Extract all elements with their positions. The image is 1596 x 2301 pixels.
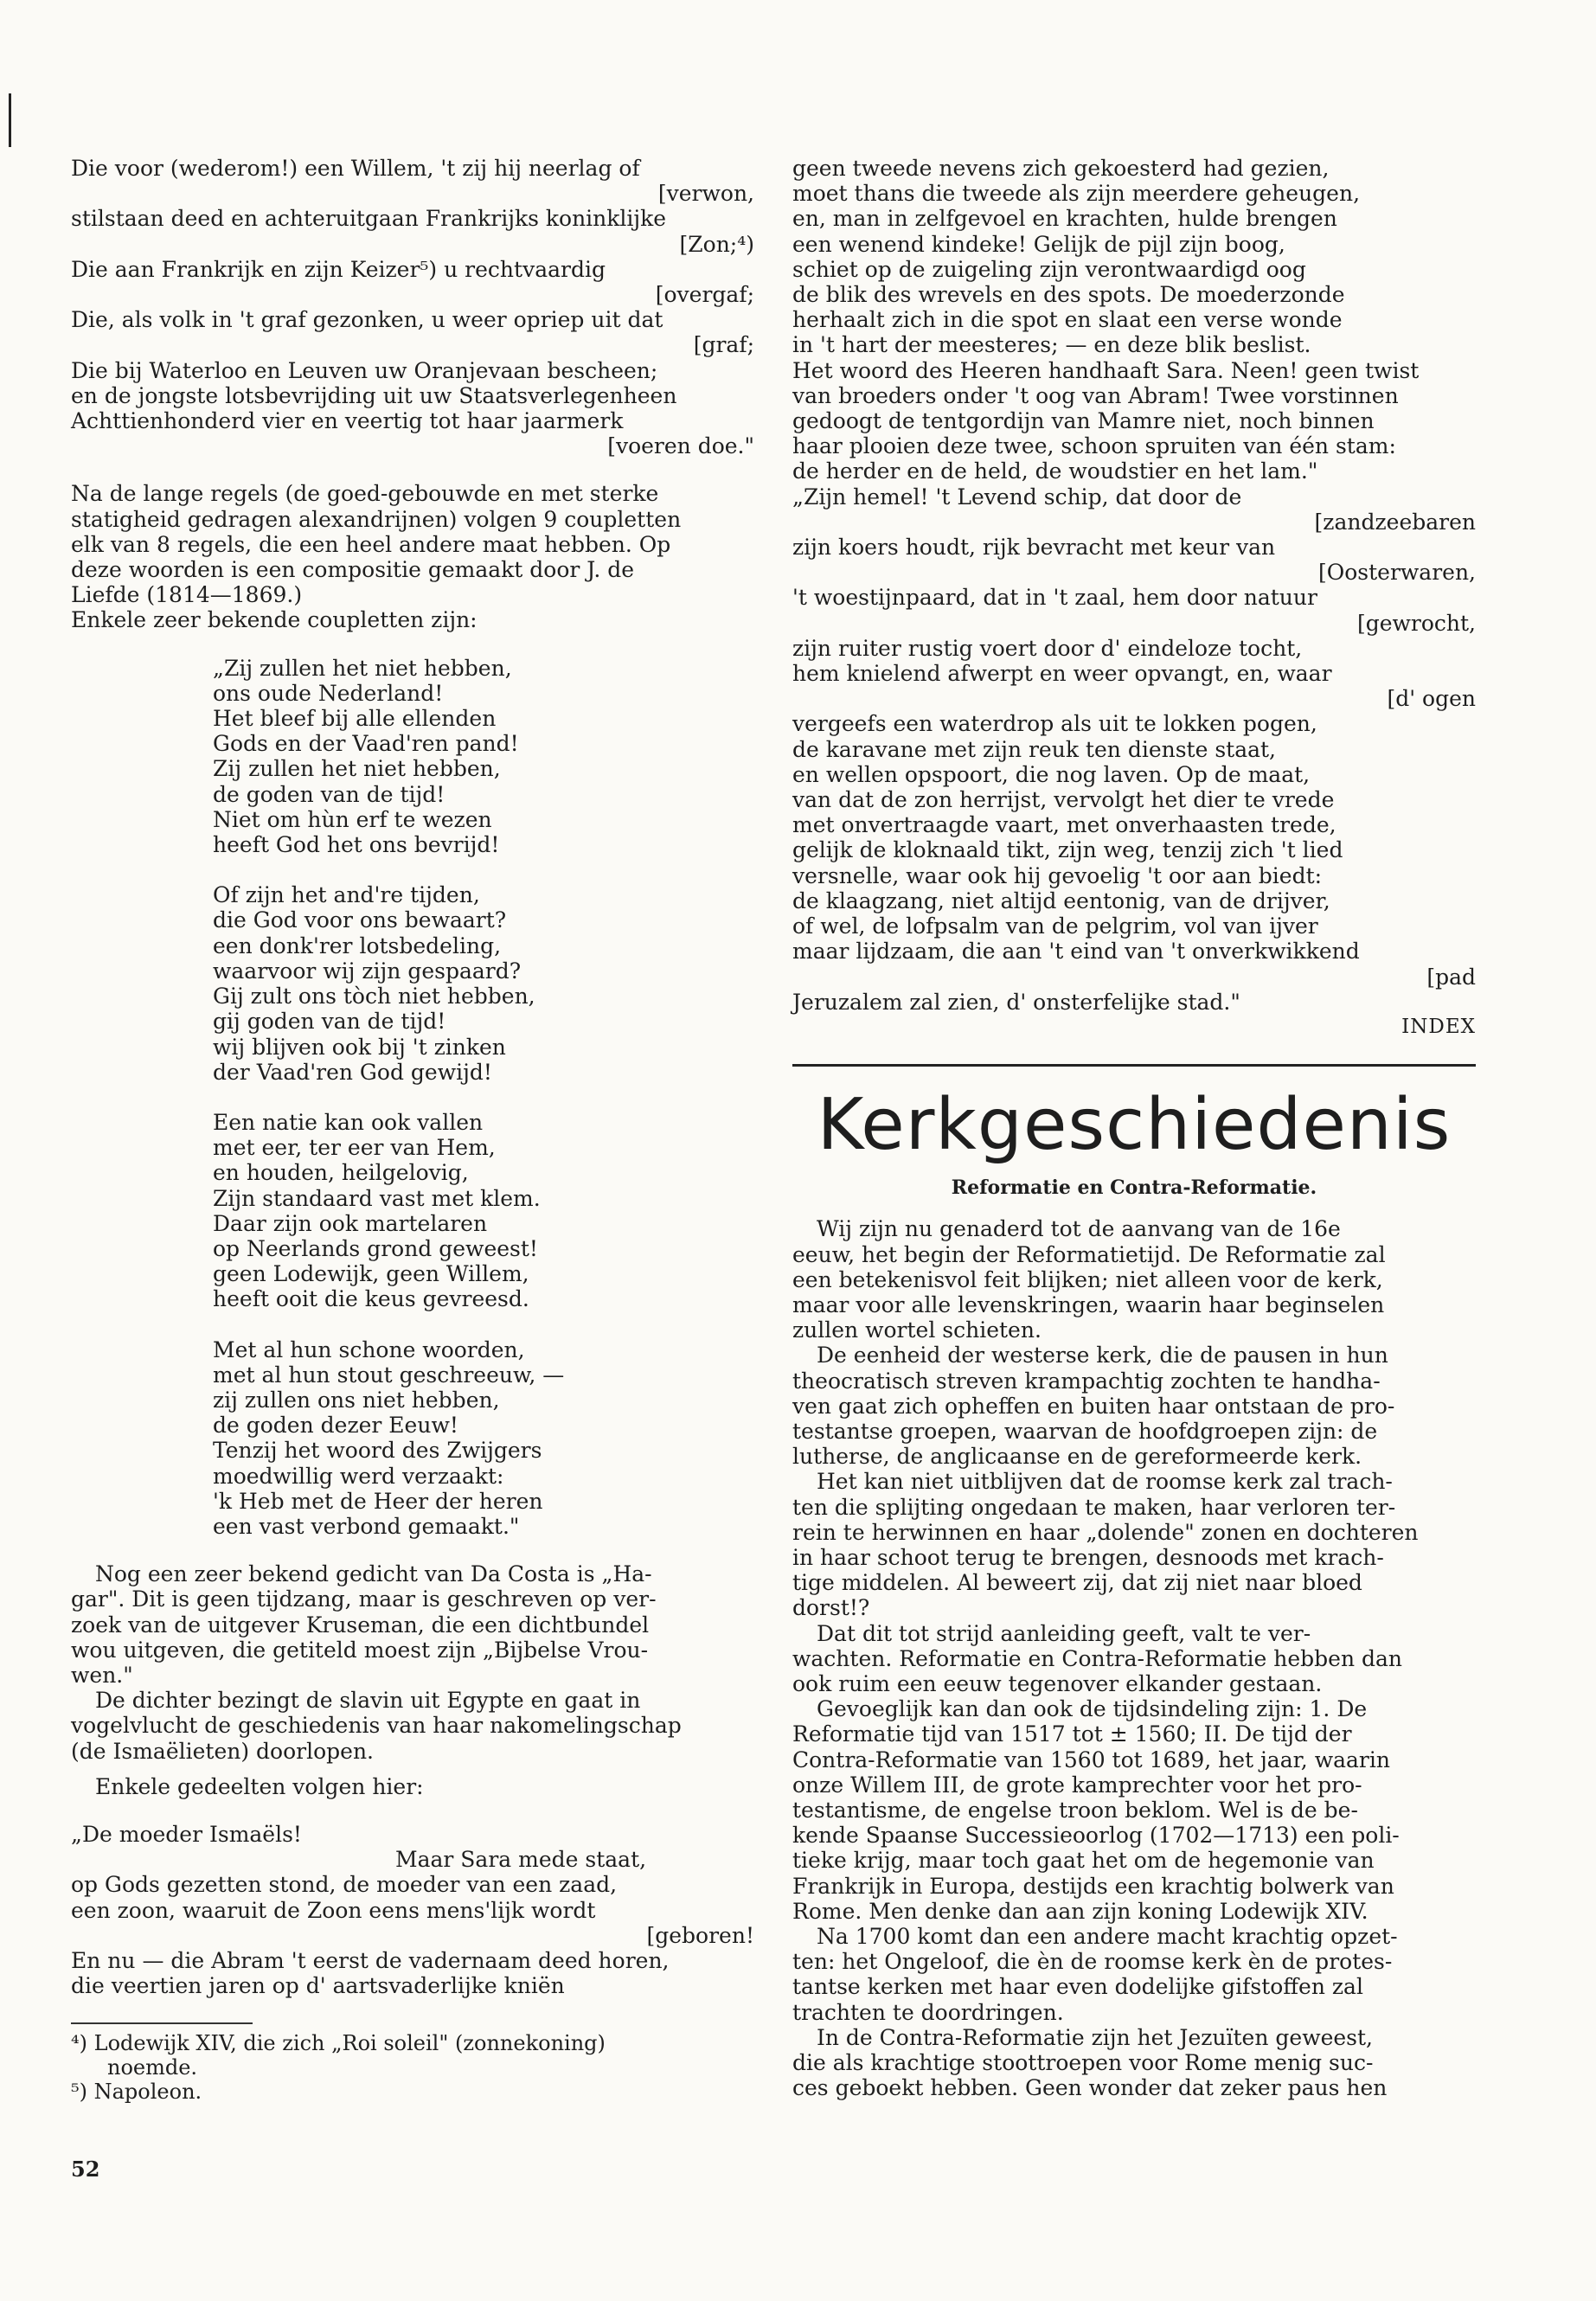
stanza-line: geen Lodewijk, geen Willem,	[213, 1261, 529, 1287]
poem-line-continuation: [voeren doe."	[607, 433, 754, 459]
stanza-line: Gij zult ons tòch niet hebben,	[213, 984, 535, 1009]
text-line: eeuw, het begin der Reformatietijd. De Reformatie zal	[792, 1241, 1386, 1267]
stanza-line: op Neerlands grond geweest!	[213, 1235, 538, 1261]
stanza	[213, 882, 754, 1085]
poem-line: Die, als volk in 't graf gezonken, u weer opriep uit dat	[71, 307, 663, 333]
footnotes	[71, 2031, 754, 2104]
paragraph	[71, 1561, 754, 1688]
text-line: Enkele zeer bekende coupletten zijn:	[71, 607, 478, 633]
stanza-line: met eer, ter eer van Hem,	[213, 1135, 496, 1161]
text-line: theocratisch streven krampachtig zochten te handha-	[792, 1368, 1381, 1394]
stanza-line: een donk'rer lotsbedeling,	[213, 933, 502, 958]
poem-line: de karavane met zijn reuk ten dienste staat,	[792, 736, 1277, 762]
poem-line: de herder en de held, de woudstier en het lam."	[792, 458, 1318, 484]
stanza-line: wij blijven ook bij 't zinken	[213, 1034, 506, 1060]
text-line: Na de lange regels (de goed-gebouwde en met sterke	[71, 481, 659, 507]
text-line: trachten te doordringen.	[792, 1999, 1064, 2025]
poem-line-continuation: [Zon;⁴)	[679, 231, 754, 257]
poem-line: geen tweede nevens zich gekoesterd had gezien,	[792, 156, 1330, 181]
stanza-line: een vast verbond gemaakt."	[213, 1513, 520, 1539]
poem-line: zijn ruiter rustig voert door d' eindeloze tocht,	[792, 635, 1303, 661]
text-line: zullen wortel schieten.	[792, 1317, 1042, 1343]
article-body	[792, 1216, 1476, 2100]
right-column	[792, 156, 1476, 2100]
text-line: die als krachtige stoottroepen voor Rome menig suc-	[792, 2050, 1374, 2076]
text-line: Gevoeglijk kan dan ook de tijdsindeling zijn: 1. De	[817, 1696, 1368, 1722]
text-line: tieke krijg, maar toch gaat het om de hegemonie van	[792, 1848, 1375, 1874]
quote-line: een zoon, waaruit de Zoon eens mens'lijk wordt	[71, 1897, 596, 1923]
text-line: in haar schoot terug te brengen, desnoods met krach-	[792, 1544, 1384, 1570]
scan-edge-mark	[9, 93, 11, 147]
text-line: ten: het Ongeloof, die èn de roomse kerk èn de protes-	[792, 1949, 1393, 1975]
stanza-line: Of zijn het and're tijden,	[213, 882, 480, 908]
text-line: onze Willem III, de grote kamprechter voor het pro-	[792, 1772, 1362, 1798]
poem-line: met onvertraagde vaart, met onverhaasten trede,	[792, 812, 1336, 838]
poem-line: zijn koers houdt, rijk bevracht met keur van	[792, 535, 1276, 561]
quote-line: Maar Sara mede staat,	[395, 1847, 647, 1873]
stanza-line: Met al hun schone woorden,	[213, 1336, 525, 1362]
poem-line-continuation: [gewrocht,	[1356, 610, 1476, 636]
text-line: statigheid gedragen alexandrijnen) volgen 9 coupletten	[71, 506, 682, 532]
stanza-line: Het bleef bij alle ellenden	[213, 706, 497, 732]
paragraph	[71, 481, 754, 632]
poem-line: 't woestijnpaard, dat in 't zaal, hem door natuur	[792, 585, 1317, 611]
paragraph	[792, 1924, 1476, 2025]
text-line: lutherse, de anglicaanse en de gereformeerde kerk.	[792, 1444, 1362, 1470]
poem-line: gedoogt de tentgordijn van Mamre niet, noch binnen	[792, 408, 1375, 434]
paragraph	[792, 1216, 1476, 1343]
poem-line: vergeefs een waterdrop als uit te lokken pogen,	[792, 711, 1317, 737]
poem-line: Die aan Frankrijk en zijn Keizer⁵) u rechtvaardig	[71, 256, 606, 282]
poem-line: de blik des wrevels en des spots. De moederzonde	[792, 282, 1345, 308]
quote-line: op Gods gezetten stond, de moeder van een zaad,	[71, 1872, 618, 1898]
poem-line: moet thans die tweede als zijn meerdere geheugen,	[792, 181, 1361, 207]
text-line: Nog een zeer bekend gedicht van Da Costa is „Ha-	[95, 1561, 652, 1587]
footnote-marker: ⁴)	[71, 2031, 87, 2056]
poem-line: Die bij Waterloo en Leuven uw Oranjevaan bescheen;	[71, 357, 658, 383]
footnote	[71, 2031, 754, 2055]
stanza-line: Zijn standaard vast met klem.	[213, 1185, 541, 1211]
poem-continuation	[792, 156, 1476, 484]
stanza	[213, 1110, 754, 1312]
stanza-line: Niet om hùn erf te wezen	[213, 806, 492, 832]
poem-line: en wellen opspoort, die nog laven. Op de maat,	[792, 761, 1311, 787]
poem-line-continuation: [Oosterwaren,	[1317, 560, 1476, 586]
paragraph	[71, 1688, 754, 1764]
poem-line: en, man in zelfgevoel en krachten, hulde brengen	[792, 206, 1337, 232]
section-subtitle: Reformatie en Contra-Reformatie.	[951, 1176, 1317, 1200]
text-line: wachten. Reformatie en Contra-Reformatie hebben dan	[792, 1645, 1403, 1671]
stanza	[213, 656, 754, 858]
stanza-line: zij zullen ons niet hebben,	[213, 1387, 500, 1413]
poem-part-two	[792, 484, 1476, 712]
poem-line: haar plooien deze twee, schoon spruiten van één stam:	[792, 433, 1396, 459]
stanza	[213, 1337, 754, 1540]
text-line: Reformatie tijd van 1517 tot ± 1560; II. De tijd der	[792, 1721, 1352, 1747]
text-line: deze woorden is een compositie gemaakt door J. de	[71, 557, 635, 583]
poem-part-three	[792, 711, 1476, 1014]
paragraph	[792, 1621, 1476, 1697]
stanza-line: gij goden van de tijd!	[213, 1009, 446, 1035]
poem-line: maar lijdzaam, die aan 't eind van 't onverkwikkend	[792, 939, 1360, 965]
paragraph	[792, 1696, 1476, 1924]
text-line: De eenheid der westerse kerk, die de pausen in hun	[817, 1343, 1388, 1368]
page-number: 52	[71, 2157, 100, 2182]
section-title: Kerkgeschiedenis	[817, 1084, 1452, 1167]
footnote-text: Lodewijk XIV, die zich „Roi soleil" (zonnekoning)	[93, 2031, 606, 2056]
poem-line-continuation: [pad	[1426, 964, 1476, 990]
text-line: wou uitgeven, die getiteld moest zijn „Bijbelse Vrou-	[71, 1637, 649, 1663]
stanza-line: der Vaad'ren God gewijd!	[213, 1059, 492, 1085]
stanza-line: „Zij zullen het niet hebben,	[213, 655, 512, 681]
left-column	[71, 156, 754, 2104]
text-line: Rome. Men denke dan aan zijn koning Lodewijk XIV.	[792, 1898, 1368, 1924]
poem-line: stilstaan deed en achteruitgaan Frankrijks koninklijke	[71, 206, 667, 232]
stanza-line: Tenzij het woord des Zwijgers	[213, 1438, 542, 1464]
text-line: wen."	[71, 1662, 133, 1688]
text-line: dorst!?	[792, 1595, 870, 1621]
stanza-line: 'k Heb met de Heer der heren	[213, 1488, 543, 1514]
text-line: (de Ismaëlieten) doorlopen.	[71, 1738, 374, 1764]
text-line: tige middelen. Al beweert zij, dat zij niet naar bloed	[792, 1570, 1362, 1596]
text-line: ten die splijting ongedaan te maken, haar verloren ter-	[792, 1494, 1396, 1520]
poem-line: de klaagzang, niet altijd eentonig, van de drijver,	[792, 888, 1330, 913]
poem-line: van dat de zon herrijst, vervolgt het dier te vrede	[792, 787, 1335, 813]
author-signature: INDEX	[1401, 1015, 1476, 1038]
poem-line: versnelle, waar ook hij gevoelig 't oor aan biedt:	[792, 862, 1323, 888]
paragraph	[792, 1343, 1476, 1469]
quote-line: En nu — die Abram 't eerst de vadernaam deed horen,	[71, 1948, 670, 1973]
text-line: kende Spaanse Successieoorlog (1702—1713) een poli-	[792, 1823, 1400, 1849]
poem-line-continuation: [d' ogen	[1387, 686, 1476, 712]
poem-line: „Zijn hemel! 't Levend schip, dat door de	[792, 484, 1242, 510]
paragraph: Enkele gedeelten volgen hier:	[95, 1773, 424, 1799]
poem-line: gelijk de kloknaald tikt, zijn weg, tenzij zich 't lied	[792, 837, 1343, 863]
text-line: Wij zijn nu genaderd tot de aanvang van de 16e	[817, 1216, 1341, 1242]
stanza-line: de goden dezer Eeuw!	[213, 1413, 458, 1439]
stanza-line: Een natie kan ook vallen	[213, 1109, 484, 1135]
text-line: Dat dit tot strijd aanleiding geeft, valt te ver-	[817, 1620, 1311, 1646]
text-line: Na 1700 komt dan een andere macht krachtig opzet-	[817, 1924, 1398, 1949]
stanza-line: en houden, heilgelovig,	[213, 1160, 469, 1186]
poem-line-continuation: [graf;	[693, 332, 754, 358]
poem-line-continuation: [verwon,	[657, 181, 754, 207]
poem-line: schiet op de zuigeling zijn verontwaardigd oog	[792, 256, 1306, 282]
poem-line: herhaalt zich in die spot en slaat een verse wonde	[792, 307, 1343, 333]
text-line: Liefde (1814—1869.)	[71, 582, 303, 608]
poem-line: of wel, de lofpsalm van de pelgrim, vol van ijver	[792, 913, 1318, 939]
stanza-line: Zij zullen het niet hebben,	[213, 756, 501, 782]
poem-line: een wenend kindeke! Gelijk de pijl zijn boog,	[792, 231, 1285, 257]
text-line: een betekenisvol feit blijken; niet alleen voor de kerk,	[792, 1266, 1383, 1292]
paragraph	[792, 1469, 1476, 1620]
poem-intro	[71, 156, 754, 458]
text-line: ook ruim een eeuw tegenover elkander gestaan.	[792, 1670, 1323, 1696]
poem-line: hem knielend afwerpt en weer opvangt, en, waar	[792, 661, 1332, 687]
quote-line-continuation: [geboren!	[646, 1922, 754, 1948]
poem-line-continuation: [zandzeebaren	[1314, 509, 1476, 535]
text-line: zoek van de uitgever Kruseman, die een dichtbundel	[71, 1612, 650, 1638]
footnote-text: Napoleon.	[93, 2080, 202, 2105]
footnote-continuation: noemde.	[107, 2055, 198, 2080]
poem-line: en de jongste lotsbevrijding uit uw Staatsverlegenheen	[71, 382, 677, 408]
stanza-line: waarvoor wij zijn gespaard?	[213, 958, 522, 984]
quote-line: „De moeder Ismaëls!	[71, 1821, 302, 1847]
poem-line: Achttienhonderd vier en veertig tot haar jaarmerk	[71, 408, 624, 434]
stanza-line: Gods en der Vaad'ren pand!	[213, 731, 519, 757]
poem-line-continuation: [overgaf;	[655, 282, 754, 308]
text-line: tantse kerken met haar even dodelijke gifstoffen zal	[792, 1974, 1363, 2000]
text-line: ces geboekt hebben. Geen wonder dat zeker paus hen	[792, 2075, 1388, 2101]
text-line: In de Contra-Reformatie zijn het Jezuïten geweest,	[817, 2024, 1374, 2050]
text-line: De dichter bezingt de slavin uit Egypte en gaat in	[95, 1688, 641, 1714]
quote-line: die veertien jaren op d' aartsvaderlijke kniën	[71, 1973, 565, 1999]
stanza-line: Daar zijn ook martelaren	[213, 1210, 488, 1236]
text-line: gar". Dit is geen tijdzang, maar is geschreven op ver-	[71, 1586, 657, 1612]
footnote	[71, 2080, 754, 2104]
text-line: rein te herwinnen en haar „dolende" zonen en dochteren	[792, 1519, 1419, 1545]
stanza-line: heeft God het ons bevrijd!	[213, 832, 500, 858]
hagar-quote	[71, 1822, 754, 1998]
stanza-line: heeft ooit die keus gevreesd.	[213, 1286, 529, 1312]
footnote-marker: ⁵)	[71, 2080, 87, 2105]
text-line: testantse groepen, waarvan de hoofdgroepen zijn: de	[792, 1418, 1378, 1444]
poem-line: Het woord des Heeren handhaaft Sara. Neen! geen twist	[792, 357, 1420, 383]
poem-line: van broeders onder 't oog van Abram! Twee vorstinnen	[792, 382, 1399, 408]
poem-line: Die voor (wederom!) een Willem, 't zij hij neerlag of	[71, 156, 640, 181]
stanza-line: die God voor ons bewaart?	[213, 907, 507, 933]
text-line: Contra-Reformatie van 1560 tot 1689, het jaar, waarin	[792, 1747, 1390, 1772]
poem-line: in 't hart der meesteres; — en deze blik beslist.	[792, 332, 1311, 358]
text-line: elk van 8 regels, die een heel andere maat hebben. Op	[71, 531, 671, 557]
footnote-divider	[71, 2022, 253, 2024]
text-line: Frankrijk in Europa, destijds een krachtig bolwerk van	[792, 1873, 1394, 1899]
stanza-line: met al hun stout geschreeuw, —	[213, 1362, 565, 1388]
text-line: ven gaat zich opheffen en buiten haar ontstaan de pro-	[792, 1393, 1395, 1419]
text-line: maar voor alle levenskringen, waarin haar beginselen	[792, 1292, 1385, 1317]
text-line: Het kan niet uitblijven dat de roomse kerk zal trach-	[817, 1469, 1393, 1495]
paragraph	[792, 2025, 1476, 2101]
text-line: vogelvlucht de geschiedenis van haar nakomelingschap	[71, 1713, 682, 1739]
stanza-line: de goden van de tijd!	[213, 781, 445, 807]
stanza-line: moedwillig werd verzaakt:	[213, 1463, 504, 1489]
text-line: testantisme, de engelse troon beklom. Wel is de be-	[792, 1797, 1358, 1823]
section-divider	[792, 1064, 1476, 1067]
stanza-line: ons oude Nederland!	[213, 680, 444, 706]
poem-line: Jeruzalem zal zien, d' onsterfelijke stad."	[792, 989, 1240, 1015]
